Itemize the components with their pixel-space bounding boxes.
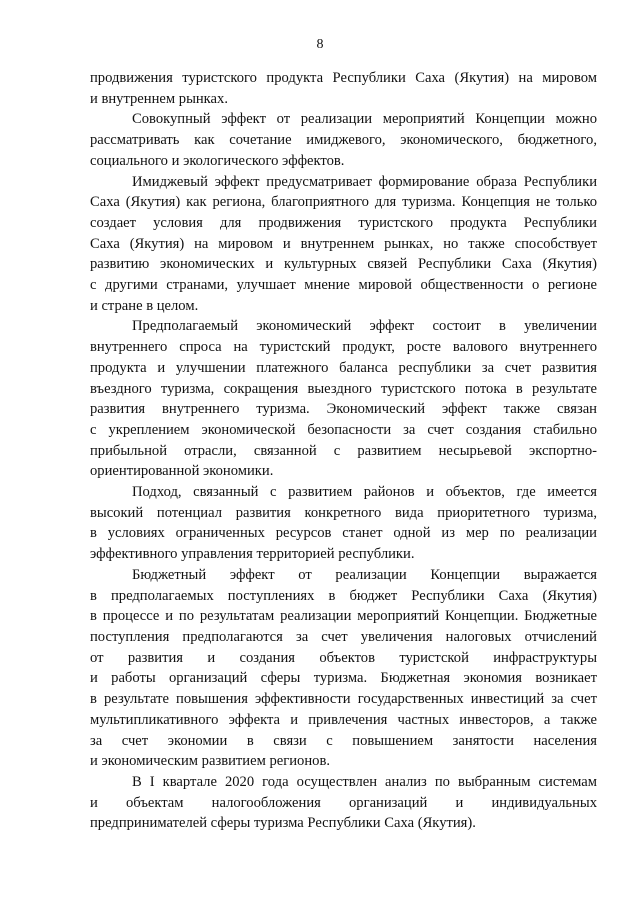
text-line: продвижения туристского продукта Республики Саха (Якутия) на мировом: [90, 70, 597, 86]
paragraph: [90, 68, 597, 109]
text-line: Саха (Якутия) на мировом и внутреннем рынках, но также способствует: [90, 235, 597, 252]
text-line: въездного туризма, сокращения выездного туристского потока в результате: [90, 380, 597, 397]
text-line: ориентированной экономики.: [90, 463, 274, 480]
text-line: прибыльной отрасли, связанной с развитием несырьевой экспортно-: [90, 442, 597, 459]
text-line: внутреннего спроса на туристский продукт, росте валового внутреннего: [90, 339, 597, 356]
text-line: поступления предполагаются за счет увеличения налоговых отчислений: [90, 628, 597, 645]
page-number: 8: [316, 37, 324, 52]
text-line: в условиях ограниченных ресурсов станет одной из мер по реализации: [90, 525, 597, 542]
text-line: эффективного управления территорией республики.: [90, 546, 415, 563]
text-line: и стране в целом.: [90, 297, 199, 314]
text-line: рассматривать как сочетание имиджевого, экономического, бюджетного,: [90, 132, 597, 149]
text-line: Саха (Якутия) как региона, благоприятного для туризма. Концепция не только: [90, 194, 597, 211]
text-line: в результате повышения эффективности государственных инвестиций за счет: [90, 691, 597, 708]
text-line: Подход, связанный с развитием районов и объектов, где имеется: [132, 484, 597, 501]
text-line: продукта и улучшении платежного баланса республики за счет развития: [90, 359, 597, 376]
text-line: и работы организаций сферы туризма. Бюджетная экономия возникает: [90, 670, 597, 687]
paragraph: [90, 109, 597, 171]
text-line: В I квартале 2020 года осуществлен анализ по выбранным системам: [132, 773, 597, 790]
text-line: Предполагаемый экономический эффект состоит в увеличении: [132, 318, 597, 335]
text-line: от развития и создания объектов туристской инфраструктуры: [90, 649, 597, 666]
text-line: с другими странами, улучшает мнение мировой общественности о регионе: [90, 277, 597, 294]
text-line: развитию экономических и культурных связей Республики Саха (Якутия): [90, 256, 597, 273]
text-line: в процессе и по результатам реализации мероприятий Концепции. Бюджетные: [90, 608, 597, 625]
text-line: и экономическим развитием регионов.: [90, 753, 330, 770]
text-line: в предполагаемых поступлениях в бюджет Республики Саха (Якутия): [90, 587, 597, 604]
paragraph: [90, 482, 597, 565]
text-line: развития внутреннего туризма. Экономический эффект также связан: [90, 401, 597, 418]
text-line: социального и экологического эффектов.: [90, 152, 345, 169]
text-line: с укреплением экономической безопасности за счет создания стабильно: [90, 421, 597, 438]
text-line: Совокупный эффект от реализации мероприятий Концепции можно: [132, 111, 597, 128]
paragraph: [90, 316, 597, 482]
text-line: Бюджетный эффект от реализации Концепции выражается: [132, 566, 597, 583]
text-line: и внутреннем рынках.: [90, 90, 228, 107]
text-line: Имиджевый эффект предусматривает формирование образа Республики: [132, 173, 597, 190]
paragraph: [90, 772, 597, 834]
text-line: за счет экономии в связи с повышением занятости населения: [90, 732, 597, 749]
text-line: высокий потенциал развития конкретного вида приоритетного туризма,: [90, 504, 597, 521]
text-line: и объектам налогообложения организаций и индивидуальных: [90, 794, 597, 811]
document-body: [90, 68, 597, 834]
text-line: мультипликативного эффекта и привлечения частных инвесторов, а также: [90, 711, 597, 728]
text-line: предпринимателей сферы туризма Республики Саха (Якутия).: [90, 815, 476, 832]
paragraph: [90, 565, 597, 772]
text-line: создает условия для продвижения туристского продукта Республики: [90, 214, 597, 231]
paragraph: [90, 172, 597, 317]
